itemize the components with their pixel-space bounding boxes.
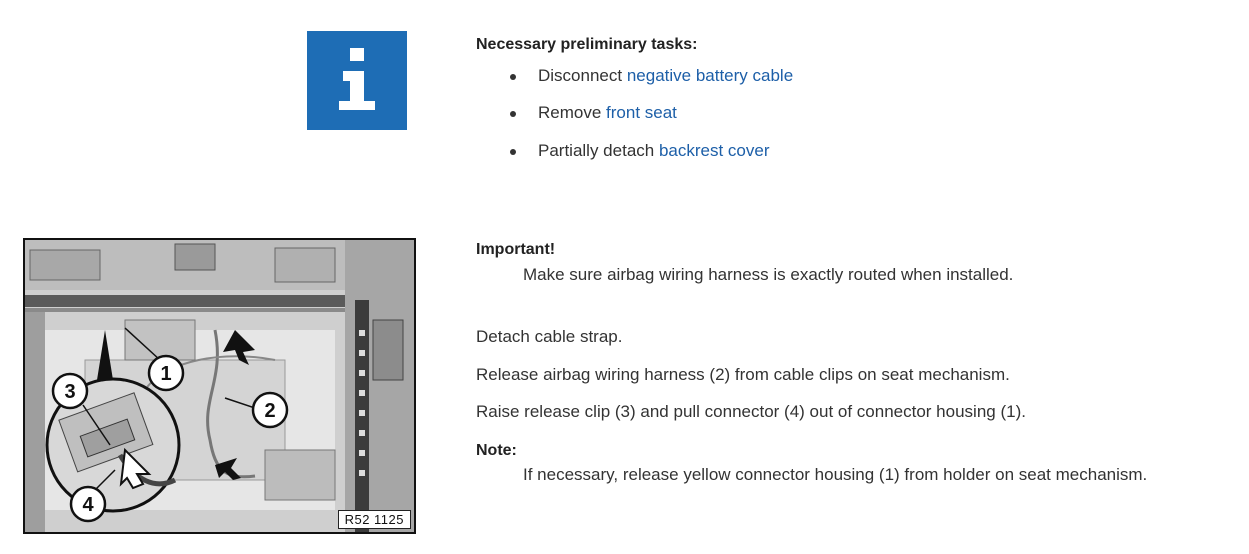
svg-text:4: 4 (82, 494, 94, 516)
note-heading: Note: (476, 442, 517, 459)
step-text: Detach cable strap. (476, 327, 623, 346)
callout-4 (71, 487, 105, 521)
step-text: Raise release clip (3) and pull connector (4) out of connector housing (1). (476, 402, 1026, 421)
task-text: Remove (538, 103, 607, 122)
callout-2 (253, 393, 287, 427)
negative-battery-cable-link[interactable]: negative battery cable (626, 66, 794, 85)
note-text: If necessary, release yellow connector housing (1) from holder on seat mechanism. (523, 465, 1148, 484)
info-icon (307, 31, 407, 130)
svg-text:2: 2 (264, 400, 276, 422)
front-seat-link[interactable]: front seat (606, 103, 677, 122)
seat-mechanism-illustration (25, 240, 414, 532)
figure-code: R52 1125 (338, 510, 411, 529)
important-text: Make sure airbag wiring harness is exactly routed when installed. (523, 265, 1014, 284)
task-item (538, 65, 793, 87)
task-text: Partially detach (538, 141, 659, 160)
preliminary-tasks (476, 34, 1176, 160)
task-item (538, 102, 677, 124)
task-item (538, 140, 770, 162)
seat-mechanism-figure (23, 238, 416, 534)
step-text: Release airbag wiring harness (2) from cable clips on seat mechanism. (476, 365, 1010, 384)
svg-text:1: 1 (160, 363, 172, 385)
backrest-cover-link[interactable]: backrest cover (658, 141, 770, 160)
callout-1 (149, 356, 183, 390)
preliminary-tasks-heading: Necessary preliminary tasks: (476, 36, 698, 53)
task-text: Disconnect (538, 66, 627, 85)
important-heading: Important! (476, 241, 556, 258)
callout-3 (53, 374, 87, 408)
svg-text:3: 3 (64, 381, 76, 403)
